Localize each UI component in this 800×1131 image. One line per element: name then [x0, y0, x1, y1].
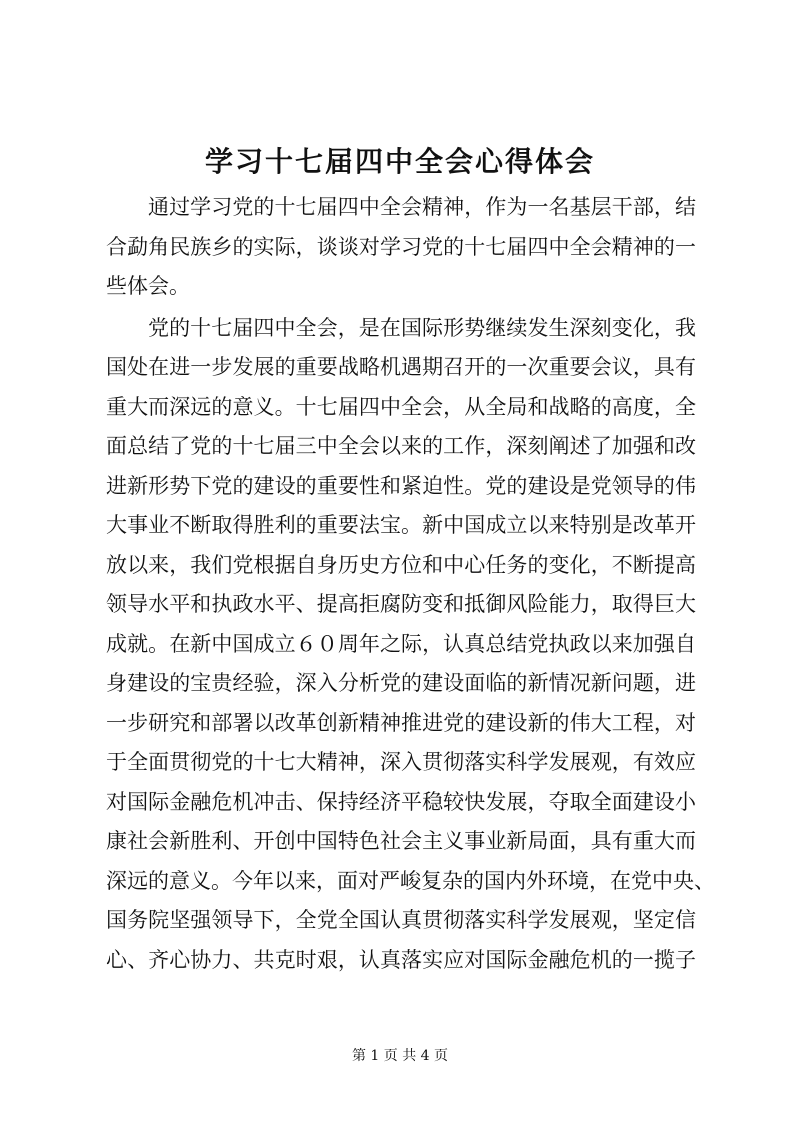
text-line: 一步研究和部署以改革创新精神推进党的建设新的伟大工程，对 — [106, 710, 696, 735]
text-line: 些体会。 — [106, 274, 190, 298]
text-line: 重大而深远的意义。十七届四中全会，从全局和战略的高度，全 — [106, 394, 696, 419]
text-line: 党的十七届四中全会，是在国际形势继续发生深刻变化，我 — [148, 315, 696, 340]
text-line: 康社会新胜利、开创中国特色社会主义事业新局面，具有重大而 — [106, 829, 696, 853]
page-footer: 第 1 页 共 4 页 — [351, 1048, 449, 1064]
text-line: 进新形势下党的建设的重要性和紧迫性。党的建设是党领导的伟 — [106, 473, 696, 498]
paragraph-2 — [106, 309, 715, 981]
text-line: 合勐角民族乡的实际，谈谈对学习党的十七届四中全会精神的一 — [106, 234, 696, 259]
text-line: 对国际金融危机冲击、保持经济平稳较快发展，夺取全面建设小 — [106, 789, 696, 814]
text-line: 领导水平和执政水平、提高拒腐防变和抵御风险能力，取得巨大 — [106, 592, 696, 616]
text-line: 成就。在新中国成立６０周年之际，认真总结党执政以来加强自 — [106, 631, 696, 656]
text-line: 身建设的宝贵经验，深入分析党的建设面临的新情况新问题，进 — [106, 671, 696, 695]
text-line: 国务院坚强领导下，全党全国认真贯彻落实科学发展观，坚定信 — [106, 908, 696, 932]
paragraph-1 — [106, 188, 696, 307]
text-line: 深远的意义。今年以来，面对严峻复杂的国内外环境，在党中央、 — [106, 868, 715, 893]
text-line: 于全面贯彻党的十七大精神，深入贯彻落实科学发展观，有效应 — [106, 750, 696, 774]
text-line: 心、齐心协力、共克时艰，认真落实应对国际金融危机的一揽子 — [106, 947, 696, 972]
text-line: 国处在进一步发展的重要战略机遇期召开的一次重要会议，具有 — [106, 355, 696, 379]
document-title: 学习十七届四中全会心得体会 — [204, 145, 595, 178]
text-line: 放以来，我们党根据自身历史方位和中心任务的变化，不断提高 — [106, 552, 696, 577]
text-line: 大事业不断取得胜利的重要法宝。新中国成立以来特别是改革开 — [106, 513, 696, 537]
text-line: 通过学习党的十七届四中全会精神，作为一名基层干部，结 — [148, 195, 696, 219]
document-body — [106, 188, 715, 980]
text-line: 面总结了党的十七届三中全会以来的工作，深刻阐述了加强和改 — [106, 434, 696, 458]
